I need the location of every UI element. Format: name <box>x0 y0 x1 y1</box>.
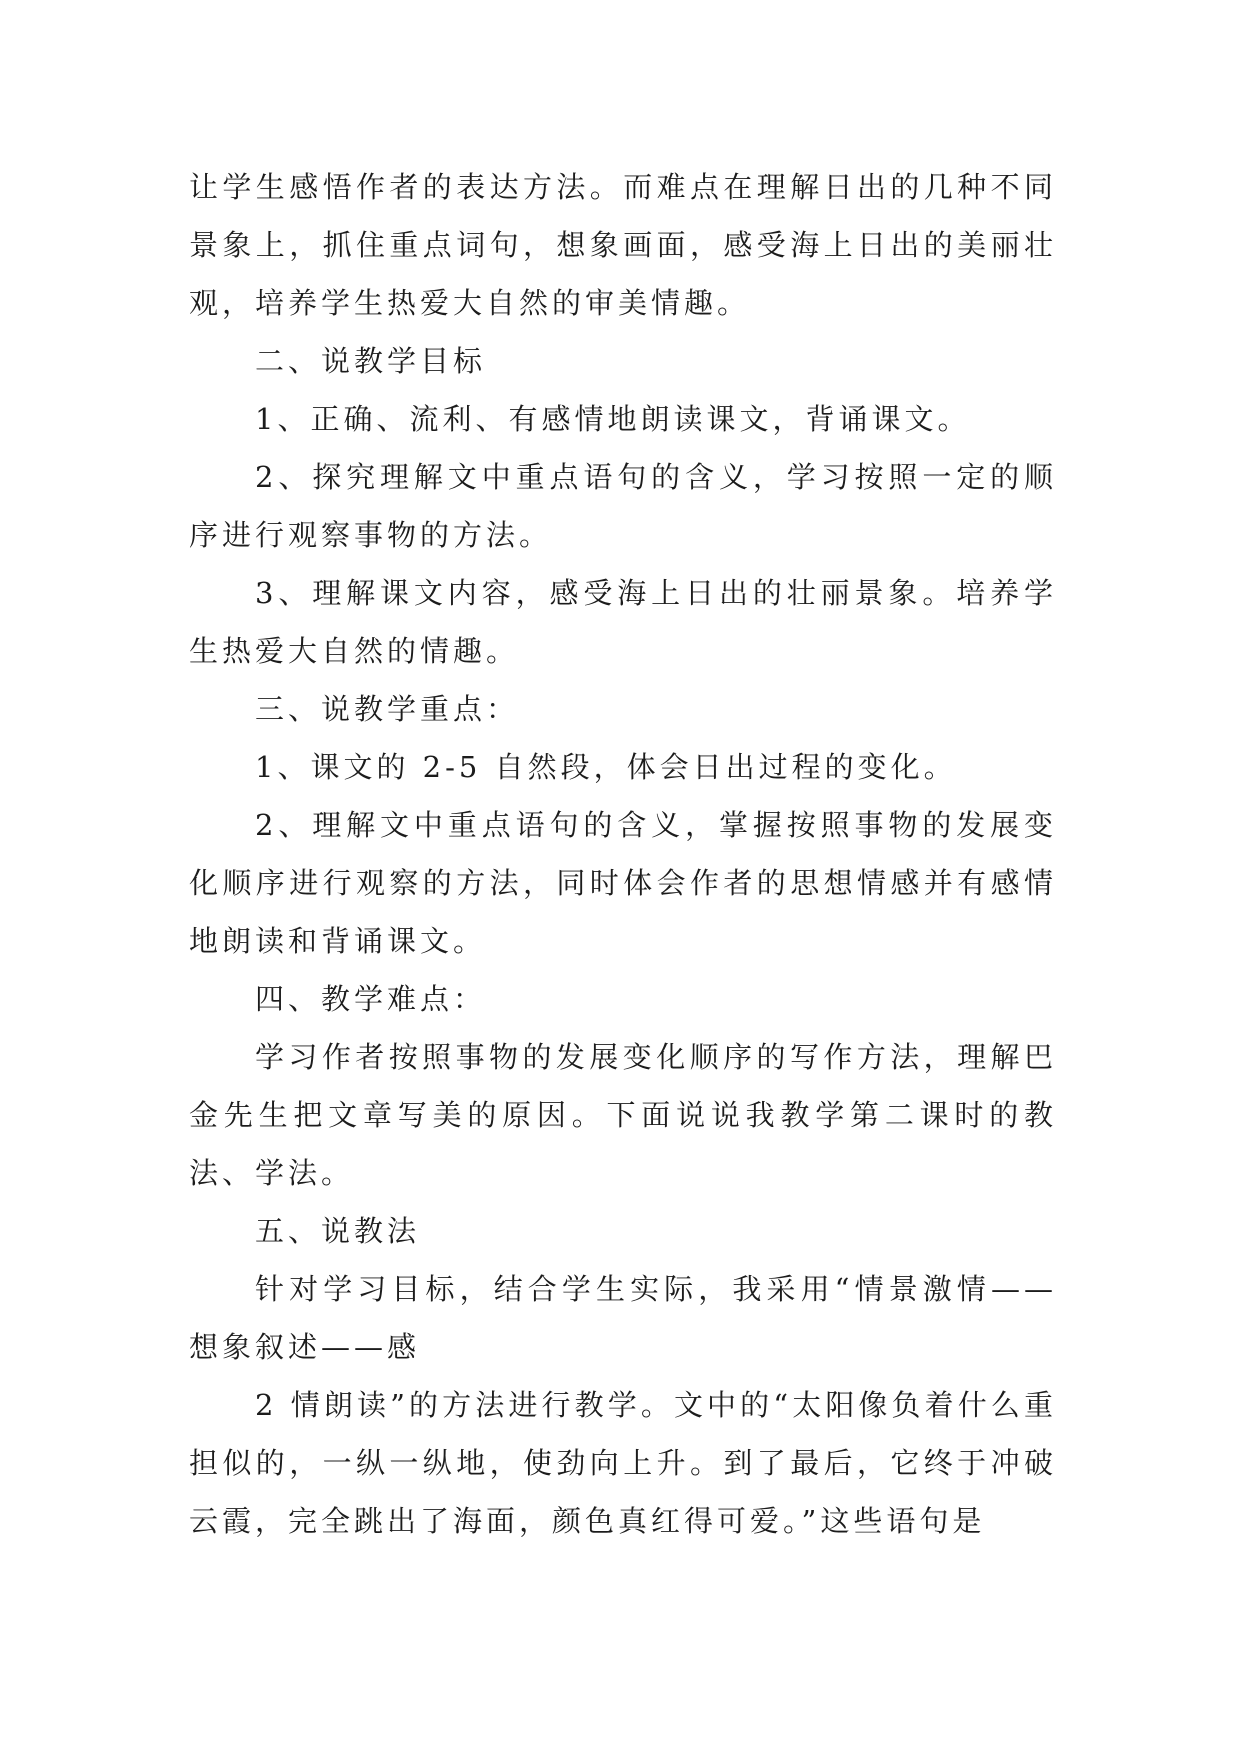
focus-item-1: 1、课文的 2-5 自然段，体会日出过程的变化。 <box>255 750 957 784</box>
heading-teaching-method: 五、说教法 <box>255 1214 421 1248</box>
method-paragraph-continued: 2 情朗读”的方法进行教学。文中的“太阳像负着什么重担似的，一纵一纵地，使劲向上升。到了最后，它终于冲破云霞，完全跳出了海面，颜色真红得可爱。”这些语句是 <box>189 1388 1057 1538</box>
focus-item-2: 2、理解文中重点语句的含义，掌握按照事物的发展变化顺序进行观察的方法，同时体会作者的思想情感并有感情地朗读和背诵课文。 <box>189 808 1057 958</box>
difficulty-paragraph: 学习作者按照事物的发展变化顺序的写作方法，理解巴金先生把文章写美的原因。下面说说我教学第二课时的教法、学法。 <box>189 1040 1057 1190</box>
document-body <box>189 158 1057 1550</box>
heading-teaching-focus: 三、说教学重点： <box>255 692 520 726</box>
goal-item-2: 2、探究理解文中重点语句的含义，学习按照一定的顺序进行观察事物的方法。 <box>189 460 1057 552</box>
heading-teaching-difficulty: 四、教学难点： <box>255 982 487 1016</box>
method-paragraph: 针对学习目标，结合学生实际，我采用“情景激情——想象叙述——感 <box>189 1272 1057 1364</box>
goal-item-1: 1、正确、流利、有感情地朗读课文，背诵课文。 <box>255 402 971 436</box>
paragraph-1: 让学生感悟作者的表达方法。而难点在理解日出的几种不同景象上，抓住重点词句，想象画面，感受海上日出的美丽壮观，培养学生热爱大自然的审美情趣。 <box>189 170 1057 320</box>
heading-teaching-goals: 二、说教学目标 <box>255 344 487 378</box>
goal-item-3: 3、理解课文内容，感受海上日出的壮丽景象。培养学生热爱大自然的情趣。 <box>189 576 1057 668</box>
